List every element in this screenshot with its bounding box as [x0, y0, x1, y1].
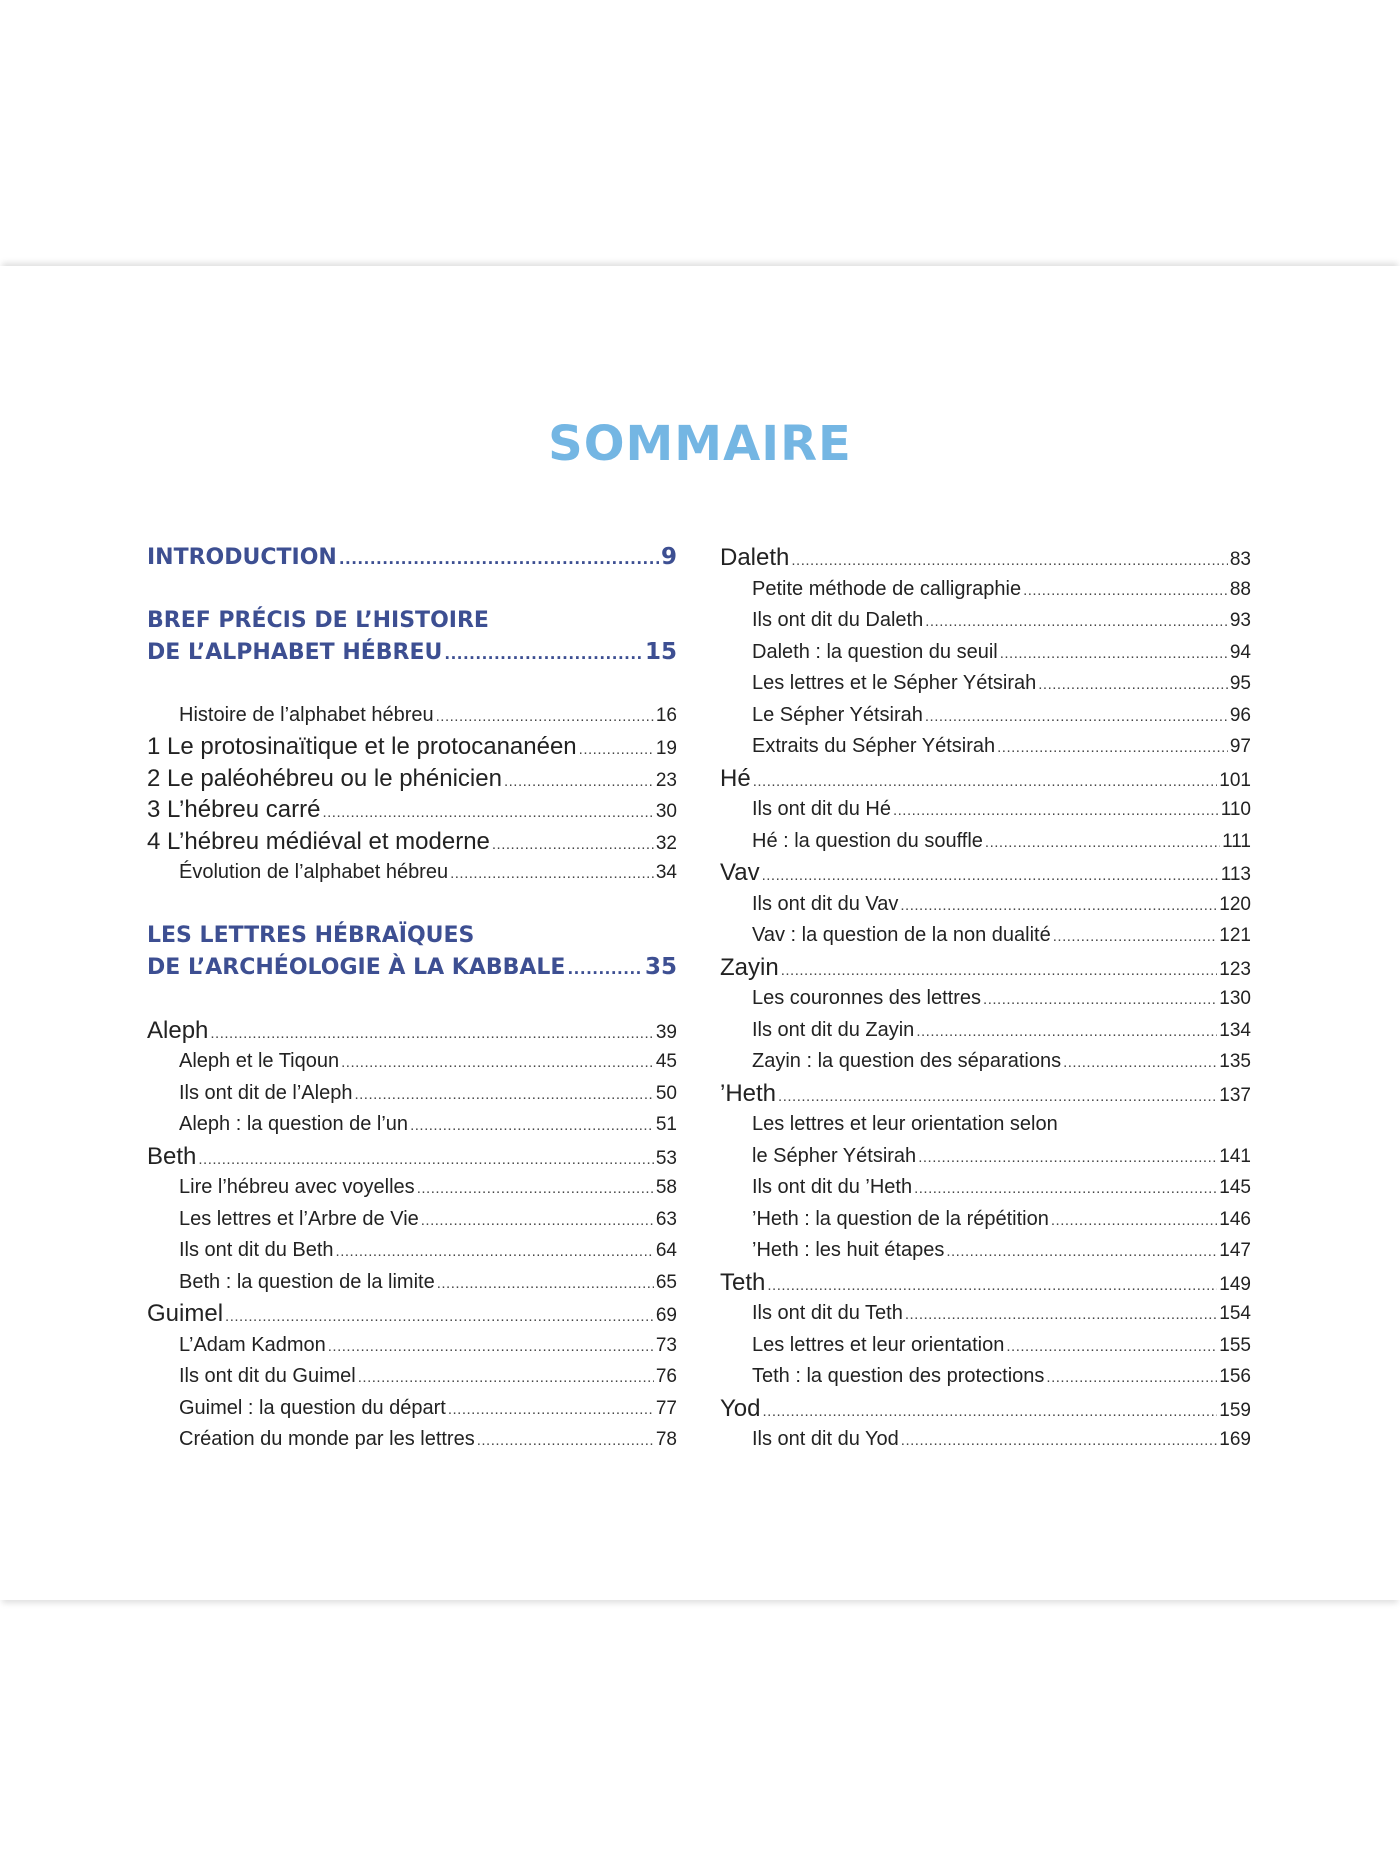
dot-leader	[791, 545, 1227, 577]
toc-entry-page: 137	[1219, 1084, 1251, 1106]
toc-entry-letter[interactable]	[147, 1015, 677, 1047]
toc-entry-letter[interactable]	[147, 1298, 677, 1330]
toc-entry-letter[interactable]	[147, 1141, 677, 1173]
toc-entry-label: ’Heth : les huit étapes	[752, 1239, 945, 1261]
toc-entry-letter[interactable]	[720, 1393, 1251, 1425]
toc-entry[interactable]	[147, 763, 677, 795]
toc-entry-label: Ils ont dit du Teth	[752, 1302, 903, 1324]
toc-entry-label: Ils ont dit du Guimel	[179, 1365, 356, 1387]
dot-leader	[1053, 921, 1218, 953]
toc-entry-page: 147	[1219, 1240, 1251, 1261]
toc-entry-page: 30	[655, 801, 677, 822]
dot-leader	[916, 1016, 1217, 1048]
toc-entry[interactable]	[720, 826, 1251, 858]
toc-entry-page: 34	[655, 862, 677, 883]
toc-entry-label: Guimel : la question du départ	[179, 1396, 446, 1419]
toc-entry-page: 51	[655, 1114, 677, 1135]
toc-entry-label: Les lettres et leur orientation selon	[752, 1113, 1058, 1135]
toc-entry-label: Ils ont dit du Yod	[752, 1428, 899, 1450]
toc-entry-label: Ils ont dit du Hé	[752, 798, 891, 820]
toc-entry-page: 76	[655, 1366, 677, 1387]
toc-entry-label: DE L’ARCHÉOLOGIE À LA KABBALE	[147, 954, 566, 980]
toc-entry-letter[interactable]	[720, 763, 1251, 795]
dot-leader	[444, 639, 643, 671]
toc-entry-label: ’Heth : la question de la répétition	[752, 1207, 1049, 1230]
toc-entry-page: 35	[644, 953, 677, 980]
toc-entry-label: Zayin	[720, 953, 779, 981]
toc-entry-page: 134	[1219, 1019, 1251, 1041]
dot-leader	[504, 766, 654, 798]
toc-entry-label: Petite méthode de calligraphie	[752, 577, 1022, 600]
toc-entry[interactable]	[720, 731, 1251, 763]
toc-entry-label: Extraits du Sépher Yétsirah	[752, 735, 996, 757]
page-title: SOMMAIRE	[548, 416, 852, 472]
toc-entry-page: 97	[1229, 736, 1251, 757]
toc-entry-page: 50	[655, 1082, 677, 1104]
dot-leader	[567, 954, 643, 986]
toc-entry-label: 3 L’hébreu carré	[147, 796, 321, 823]
toc-entry-page: 95	[1229, 673, 1251, 694]
toc-entry-page: 94	[1229, 641, 1251, 663]
toc-entry-page: 149	[1219, 1273, 1251, 1295]
toc-entry-page: 23	[655, 769, 677, 791]
toc-entry[interactable]	[720, 983, 1251, 1015]
book-page	[0, 266, 1400, 1600]
toc-section-heading-line1: LES LETTRES HÉBRAÏQUES	[147, 923, 475, 948]
toc-entry[interactable]	[147, 1046, 677, 1078]
toc-entry-introduction[interactable]	[147, 542, 677, 574]
toc-entry-label: Daleth	[720, 544, 790, 571]
dot-leader	[1063, 1047, 1217, 1079]
toc-left-column	[147, 542, 677, 1456]
dot-leader	[918, 1142, 1217, 1174]
toc-entry[interactable]	[147, 1109, 677, 1141]
toc-entry[interactable]	[720, 605, 1251, 637]
toc-entry-page: 19	[655, 738, 677, 759]
toc-entry-page: 32	[655, 832, 677, 854]
toc-entry-page: 73	[655, 1334, 677, 1356]
toc-entry-label: Ils ont dit du ’Heth	[752, 1176, 913, 1198]
toc-entry[interactable]	[720, 1172, 1251, 1204]
toc-entry[interactable]	[147, 1424, 677, 1456]
dot-leader	[579, 734, 654, 766]
toc-entry[interactable]	[147, 826, 677, 858]
toc-entry-page: 120	[1219, 893, 1251, 915]
dot-leader	[322, 797, 653, 829]
toc-entry-label: Hé	[720, 764, 751, 792]
toc-entry[interactable]	[147, 700, 677, 732]
toc-entry-letter[interactable]	[720, 1267, 1251, 1299]
toc-entry-label: Vav	[720, 859, 760, 886]
toc-entry-page: 110	[1220, 799, 1251, 820]
toc-entry-label: Ils ont dit du Beth	[179, 1239, 334, 1261]
toc-entry-page: 141	[1219, 1145, 1251, 1167]
toc-entry[interactable]	[720, 574, 1251, 606]
toc-entry[interactable]	[147, 1078, 677, 1110]
dot-leader	[339, 544, 659, 576]
dot-leader	[762, 860, 1219, 892]
dot-leader	[781, 955, 1218, 987]
toc-entry-label: Lire l’hébreu avec voyelles	[179, 1176, 415, 1198]
toc-entry[interactable]	[147, 1204, 677, 1236]
toc-entry-label: Création du monde par les lettres	[179, 1428, 475, 1450]
dot-leader	[492, 829, 654, 861]
toc-entry-label: ’Heth	[720, 1079, 777, 1107]
toc-entry[interactable]	[720, 668, 1251, 700]
toc-entry-page: 9	[660, 544, 677, 570]
dot-leader	[448, 1394, 654, 1426]
toc-entry[interactable]	[720, 1298, 1251, 1330]
dot-leader	[1000, 638, 1228, 670]
dot-leader	[1051, 1205, 1217, 1237]
dot-leader	[336, 1236, 654, 1268]
toc-entry-page: 88	[1229, 578, 1251, 600]
toc-entry-label: L’Adam Kadmon	[179, 1333, 326, 1356]
toc-entry-page: 93	[1229, 610, 1251, 631]
toc-entry[interactable]	[720, 700, 1251, 732]
toc-entry[interactable]	[147, 731, 677, 763]
toc-entry-page: 96	[1229, 704, 1251, 726]
dot-leader	[477, 1425, 654, 1457]
toc-entry-label: Ils ont dit du Daleth	[752, 609, 924, 631]
toc-entry-letter[interactable]	[720, 542, 1251, 574]
dot-leader	[905, 1299, 1217, 1331]
toc-entry-label: 1 Le protosinaïtique et le protocananéen	[147, 733, 577, 760]
toc-entry-page: 65	[655, 1271, 677, 1293]
dot-leader	[1023, 575, 1228, 607]
dot-leader	[900, 890, 1217, 922]
toc-entry[interactable]	[147, 1330, 677, 1362]
toc-entry-page: 64	[655, 1240, 677, 1261]
toc-entry-label: Évolution de l’alphabet hébreu	[179, 861, 449, 883]
dot-leader	[983, 984, 1217, 1016]
toc-entry[interactable]	[147, 1267, 677, 1299]
toc-entry-letter[interactable]	[720, 857, 1251, 889]
toc-entry-label: Teth : la question des protections	[752, 1365, 1045, 1387]
dot-leader	[437, 1268, 654, 1300]
toc-entry-continued	[720, 1109, 1251, 1141]
toc-entry-page: 63	[655, 1208, 677, 1230]
toc-entry[interactable]	[147, 1393, 677, 1425]
toc-entry-label: DE L’ALPHABET HÉBREU	[147, 639, 443, 665]
toc-entry-label: Ils ont dit du Vav	[752, 892, 899, 915]
toc-entry-label: Vav : la question de la non dualité	[752, 924, 1051, 946]
toc-entry-label: Les couronnes des lettres	[752, 987, 982, 1009]
toc-entry-label: Beth : la question de la limite	[179, 1270, 435, 1293]
toc-entry-label: Ils ont dit du Zayin	[752, 1018, 915, 1041]
dot-leader	[410, 1110, 654, 1142]
dot-leader	[341, 1047, 654, 1079]
toc-entry-label: Aleph et le Tiqoun	[179, 1050, 340, 1072]
dot-leader	[778, 1081, 1217, 1113]
dot-leader	[753, 766, 1218, 798]
toc-entry[interactable]	[720, 1330, 1251, 1362]
toc-entry[interactable]	[720, 637, 1251, 669]
toc-entry-page: 45	[655, 1051, 677, 1072]
toc-entry[interactable]	[720, 794, 1251, 826]
dot-leader	[925, 701, 1228, 733]
toc-entry-label: Beth	[147, 1142, 197, 1170]
toc-entry-page: 145	[1219, 1177, 1251, 1198]
toc-entry[interactable]	[147, 794, 677, 826]
toc-entry-label: Histoire de l’alphabet hébreu	[179, 703, 434, 726]
toc-entry-page: 156	[1219, 1366, 1251, 1387]
toc-entry-label: le Sépher Yétsirah	[752, 1144, 917, 1167]
toc-entry-label: Hé : la question du souffle	[752, 829, 983, 852]
dot-leader	[210, 1018, 653, 1050]
toc-entry-label: Le Sépher Yétsirah	[752, 703, 923, 726]
toc-entry-label: Les lettres et le Sépher Yétsirah	[752, 672, 1037, 694]
toc-section-heading[interactable]	[147, 952, 677, 984]
toc-entry[interactable]	[720, 920, 1251, 952]
toc-entry[interactable]	[720, 1235, 1251, 1267]
toc-entry-label: 2 Le paléohébreu ou le phénicien	[147, 764, 502, 792]
toc-entry[interactable]	[720, 1204, 1251, 1236]
toc-entry-page: 123	[1219, 958, 1251, 980]
dot-leader	[946, 1236, 1217, 1268]
toc-entry-page: 78	[655, 1429, 677, 1450]
toc-entry-page: 130	[1219, 988, 1251, 1009]
toc-entry-page: 121	[1219, 925, 1251, 946]
toc-entry-page: 155	[1219, 1334, 1251, 1356]
dot-leader	[436, 701, 654, 733]
dot-leader	[763, 1396, 1218, 1428]
toc-section-heading[interactable]	[147, 637, 677, 669]
toc-entry-label: Les lettres et leur orientation	[752, 1333, 1005, 1356]
toc-entry-label: 4 L’hébreu médiéval et moderne	[147, 827, 490, 855]
toc-entry-label: INTRODUCTION	[147, 545, 337, 570]
toc-entry[interactable]	[147, 857, 677, 889]
toc-entry-page: 77	[655, 1397, 677, 1419]
toc-entry-label: Zayin : la question des séparations	[752, 1050, 1062, 1072]
toc-entry-page: 146	[1219, 1208, 1251, 1230]
toc-entry-page: 101	[1219, 769, 1251, 791]
dot-leader	[225, 1301, 654, 1333]
dot-leader	[997, 732, 1228, 764]
toc-entry-page: 16	[655, 704, 677, 726]
dot-leader	[914, 1173, 1217, 1205]
toc-entry-page: 159	[1219, 1399, 1251, 1421]
toc-entry[interactable]	[720, 1015, 1251, 1047]
toc-entry-label: Les lettres et l’Arbre de Vie	[179, 1207, 419, 1230]
toc-entry[interactable]	[720, 889, 1251, 921]
dot-leader	[985, 827, 1220, 859]
toc-entry[interactable]	[720, 1361, 1251, 1393]
toc-entry-page: 58	[655, 1177, 677, 1198]
toc-entry-label: Daleth : la question du seuil	[752, 640, 998, 663]
dot-leader	[1038, 669, 1228, 701]
toc-entry-label: Ils ont dit de l’Aleph	[179, 1081, 353, 1104]
toc-section-heading-line1: BREF PRÉCIS DE L’HISTOIRE	[147, 608, 489, 633]
toc-entry-label: Teth	[720, 1268, 766, 1296]
toc-entry-label: Guimel	[147, 1300, 224, 1327]
dot-leader	[767, 1270, 1217, 1302]
toc-entry[interactable]	[147, 1235, 677, 1267]
dot-leader	[354, 1079, 653, 1111]
toc-entry-label: Aleph : la question de l’un	[179, 1113, 409, 1135]
toc-entry-page: 69	[655, 1305, 677, 1326]
toc-entry[interactable]	[720, 1141, 1251, 1173]
dot-leader	[421, 1205, 654, 1237]
toc-entry[interactable]	[147, 1172, 677, 1204]
toc-entry-page: 111	[1222, 830, 1251, 852]
toc-entry-letter[interactable]	[720, 952, 1251, 984]
dot-leader	[1046, 1362, 1217, 1394]
dot-leader	[925, 606, 1228, 638]
dot-leader	[358, 1362, 654, 1394]
toc-entry-page: 135	[1219, 1051, 1251, 1072]
dot-leader	[328, 1331, 654, 1363]
toc-entry-label: Aleph	[147, 1016, 209, 1044]
dot-leader	[1006, 1331, 1217, 1363]
toc-entry[interactable]	[720, 1424, 1251, 1456]
toc-entry-page: 53	[655, 1147, 677, 1169]
toc-entry-letter[interactable]	[720, 1078, 1251, 1110]
toc-entry-label: Yod	[720, 1394, 761, 1422]
toc-entry[interactable]	[147, 1361, 677, 1393]
dot-leader	[198, 1144, 653, 1176]
toc-entry-page: 154	[1219, 1303, 1251, 1324]
dot-leader	[450, 858, 654, 890]
toc-right-column	[720, 542, 1251, 1456]
toc-entry-page: 15	[644, 638, 677, 665]
toc-entry-page: 169	[1219, 1429, 1251, 1450]
toc-entry-page: 39	[655, 1021, 677, 1043]
toc-entry-page: 83	[1229, 549, 1251, 570]
toc-entry[interactable]	[720, 1046, 1251, 1078]
dot-leader	[901, 1425, 1218, 1457]
toc-entry-page: 113	[1220, 864, 1251, 885]
dot-leader	[417, 1173, 654, 1205]
dot-leader	[893, 795, 1219, 827]
